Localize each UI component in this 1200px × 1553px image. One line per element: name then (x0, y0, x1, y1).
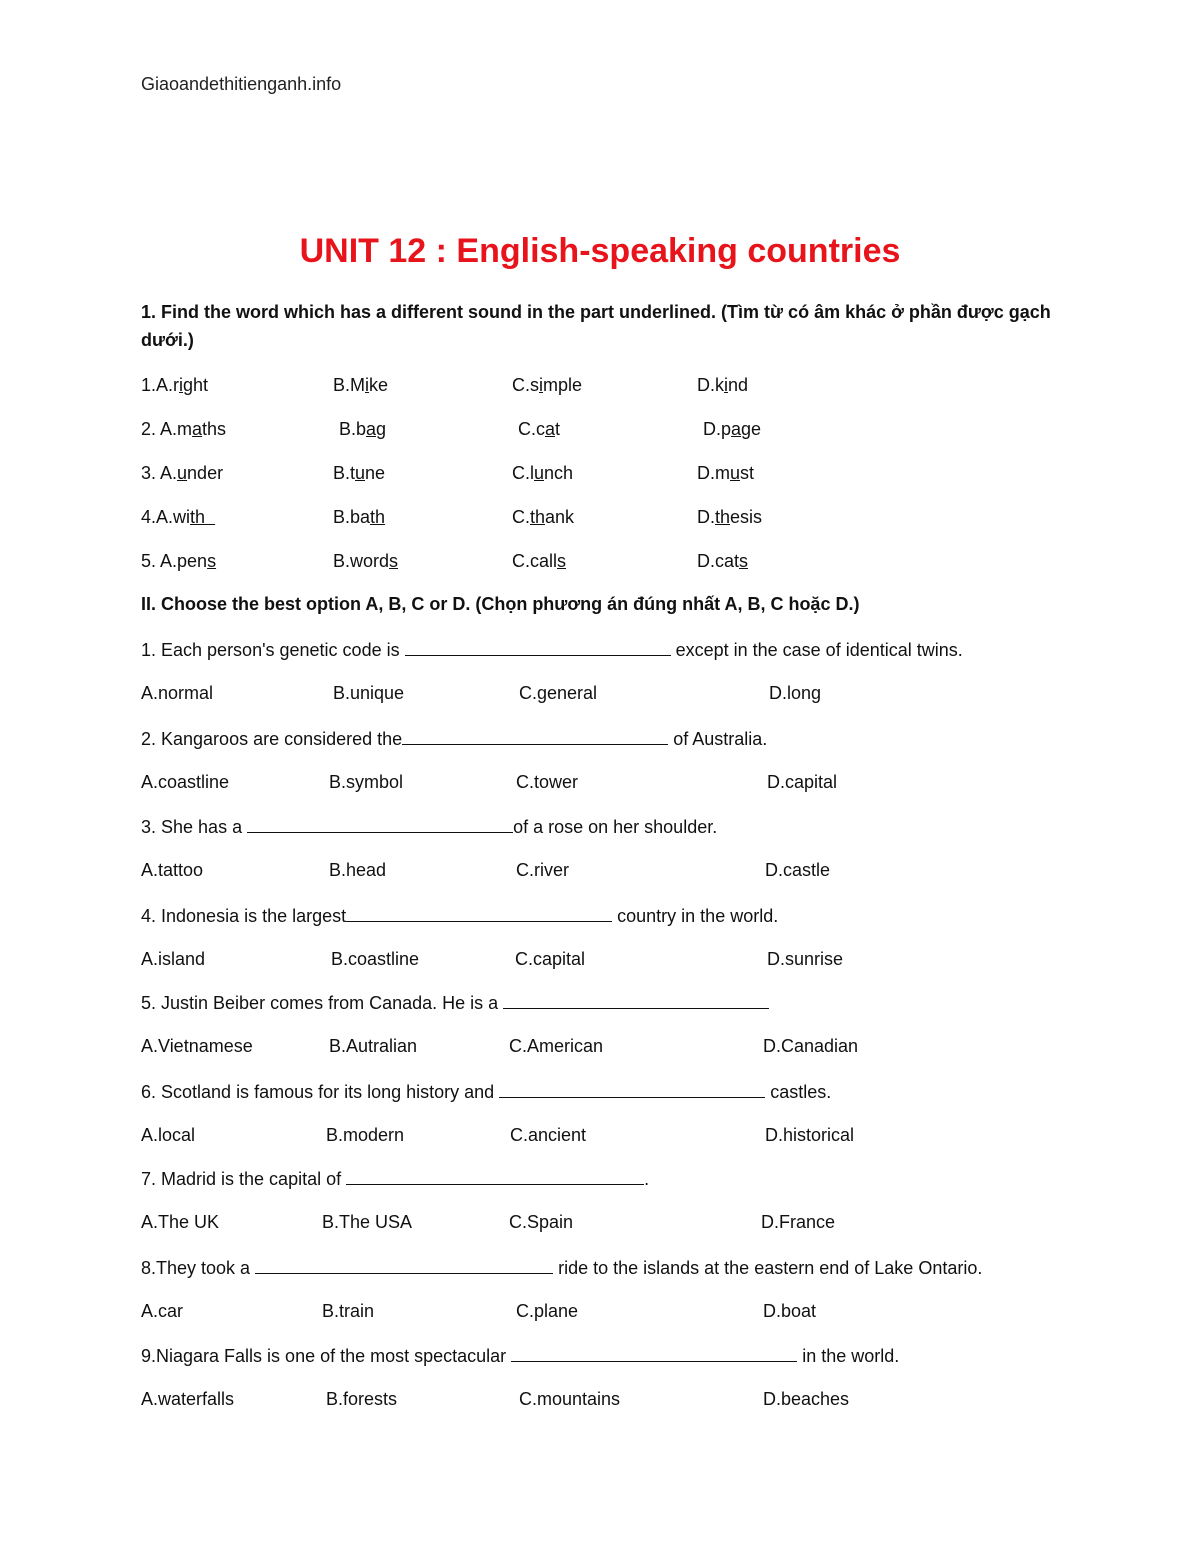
question-stem: 2. Kangaroos are considered the (141, 729, 403, 749)
option-text: B.b (339, 419, 367, 439)
option-text: ght (183, 375, 209, 395)
question-stem: 9.Niagara Falls is one of the most spectacular (141, 1346, 512, 1366)
answer-blank (511, 1343, 797, 1362)
option-text: 1.A.r (141, 375, 180, 395)
answer-option: D.historical (765, 1125, 855, 1145)
question-stem: 4. Indonesia is the largest (141, 906, 347, 926)
question-stem: 7. Madrid is the capital of (141, 1169, 347, 1189)
underlined-part: s (739, 551, 749, 571)
answer-option: D.boat (763, 1301, 817, 1321)
question-stem: 5. Justin Beiber comes from Canada. He is a (141, 993, 504, 1013)
question-text (141, 990, 769, 1014)
question-text (141, 903, 778, 927)
option-text: B.ba (333, 507, 371, 527)
answer-blank (499, 1079, 765, 1098)
underlined-part: th (190, 507, 216, 527)
option-text: 4.A.wi (141, 507, 191, 527)
question-stem: 3. She has a (141, 817, 248, 837)
sound-option (697, 505, 762, 529)
underlined-part: u (534, 463, 545, 483)
sound-option (141, 373, 208, 397)
question-text (141, 1255, 982, 1279)
sound-option (512, 549, 566, 573)
answer-option: B.symbol (329, 772, 404, 792)
underlined-part: i (539, 375, 543, 395)
underlined-part: u (730, 463, 741, 483)
sound-option (141, 505, 215, 529)
option-text: ge (741, 419, 762, 439)
question-tail: country in the world. (612, 906, 779, 926)
answer-option: D.long (769, 683, 822, 703)
option-text: D. (697, 507, 715, 527)
answer-option: D.France (761, 1212, 836, 1232)
sound-option (697, 461, 754, 485)
sound-option (333, 505, 385, 529)
option-text: D.k (697, 375, 724, 395)
option-text: nd (728, 375, 749, 395)
option-text: C.s (512, 375, 539, 395)
answer-blank (346, 1166, 644, 1185)
section1-heading: 1. Find the word which has a different sound in the part underlined. (Tìm từ có âm khác ở phần được gạch dưới.) (141, 302, 1051, 350)
underlined-part: a (366, 419, 377, 439)
sound-option (697, 549, 748, 573)
question-tail: . (644, 1169, 650, 1189)
answer-option: A.Vietnamese (141, 1036, 253, 1056)
underlined-part: a (731, 419, 742, 439)
question-tail: ride to the islands at the eastern end of Lake Ontario. (553, 1258, 983, 1278)
option-text: esis (730, 507, 763, 527)
answer-blank (503, 990, 769, 1009)
answer-option: C.American (509, 1036, 604, 1056)
option-text: nder (187, 463, 224, 483)
answer-option: A.tattoo (141, 860, 204, 880)
answer-option: C.ancient (510, 1125, 587, 1145)
option-text: C.c (518, 419, 545, 439)
underlined-part: s (207, 551, 217, 571)
answer-option: B.head (329, 860, 387, 880)
answer-option: A.local (141, 1125, 196, 1145)
answer-option: D.beaches (763, 1389, 850, 1409)
underlined-part: s (557, 551, 567, 571)
underlined-part: i (724, 375, 728, 395)
answer-option: C.general (519, 683, 598, 703)
question-tail: except in the case of identical twins. (670, 640, 963, 660)
question-stem: 8.They took a (141, 1258, 256, 1278)
answer-option: D.sunrise (767, 949, 844, 969)
answer-option: C.plane (516, 1301, 579, 1321)
answer-blank (346, 903, 612, 922)
option-text: st (740, 463, 755, 483)
sound-option (333, 373, 388, 397)
sound-option (141, 461, 223, 485)
answer-option: A.normal (141, 683, 214, 703)
option-text: 2. A.m (141, 419, 193, 439)
answer-option: D.castle (765, 860, 831, 880)
option-text: D.m (697, 463, 730, 483)
underlined-part: th (370, 507, 386, 527)
answer-option: C.tower (516, 772, 579, 792)
option-text: C. (512, 507, 530, 527)
sound-option (333, 549, 398, 573)
underlined-part: i (365, 375, 370, 395)
answer-option: C.capital (515, 949, 586, 969)
section2-heading: II. Choose the best option A, B, C or D. (Chọn phương án đúng nhất A, B, C hoặc D.) (141, 594, 860, 614)
answer-option: C.river (516, 860, 569, 880)
option-text: 5. A.pen (141, 551, 208, 571)
answer-option: B.modern (326, 1125, 405, 1145)
answer-option: A.coastline (141, 772, 230, 792)
answer-option: D.capital (767, 772, 838, 792)
answer-option: A.car (141, 1301, 184, 1321)
site-header: Giaoandethitienganh.info (141, 74, 342, 94)
underlined-part: u (355, 463, 366, 483)
option-text: D.p (703, 419, 732, 439)
option-text: ne (365, 463, 386, 483)
sound-option (512, 461, 573, 485)
sound-option (141, 417, 226, 441)
option-text: nch (544, 463, 574, 483)
answer-option: B.forests (326, 1389, 398, 1409)
option-text: C.call (512, 551, 558, 571)
answer-option: A.waterfalls (141, 1389, 235, 1409)
answer-blank (255, 1255, 553, 1274)
option-text: B.M (333, 375, 366, 395)
answer-option: B.Autralian (329, 1036, 418, 1056)
underlined-part: th (715, 507, 731, 527)
answer-option: A.island (141, 949, 206, 969)
option-text: mple (543, 375, 583, 395)
option-text: ank (545, 507, 575, 527)
option-text: 3. A. (141, 463, 178, 483)
underlined-part: a (545, 419, 556, 439)
underlined-part: s (389, 551, 399, 571)
question-text (141, 1079, 831, 1103)
underlined-part: i (179, 375, 184, 395)
option-text: ths (202, 419, 227, 439)
sound-option (518, 417, 560, 441)
option-text: C.l (512, 463, 534, 483)
question-tail: in the world. (797, 1346, 900, 1366)
answer-blank (402, 726, 668, 745)
answer-blank (247, 814, 513, 833)
sound-option (697, 373, 748, 397)
page-title: UNIT 12 : English-speaking countries (299, 232, 901, 270)
answer-option: C.Spain (509, 1212, 574, 1232)
option-text: g (376, 419, 387, 439)
answer-option: B.unique (333, 683, 405, 703)
answer-option: D.Canadian (763, 1036, 859, 1056)
question-tail: of a rose on her shoulder. (513, 817, 718, 837)
underlined-part: a (192, 419, 203, 439)
question-tail: of Australia. (668, 729, 768, 749)
answer-option: C.mountains (519, 1389, 621, 1409)
answer-option: A.The UK (141, 1212, 220, 1232)
question-tail: castles. (765, 1082, 832, 1102)
underlined-part: u (177, 463, 188, 483)
sound-option (703, 417, 761, 441)
option-text: B.word (333, 551, 390, 571)
sound-option (512, 505, 574, 529)
answer-blank (405, 637, 671, 656)
answer-option: B.train (322, 1301, 375, 1321)
option-text: t (555, 419, 561, 439)
sound-option (141, 549, 216, 573)
question-text (141, 814, 717, 838)
answer-option: B.The USA (322, 1212, 413, 1232)
question-text (141, 726, 767, 750)
option-text: ke (369, 375, 389, 395)
option-text: B.t (333, 463, 356, 483)
question-text (141, 637, 963, 661)
question-text (141, 1166, 649, 1190)
question-text (141, 1343, 899, 1367)
sound-option (512, 373, 582, 397)
question-stem: 1. Each person's genetic code is (141, 640, 405, 660)
answer-option: B.coastline (331, 949, 420, 969)
sound-option (339, 417, 386, 441)
underlined-part: th (530, 507, 546, 527)
question-stem: 6. Scotland is famous for its long history and (141, 1082, 500, 1102)
option-text: D.cat (697, 551, 740, 571)
sound-option (333, 461, 385, 485)
